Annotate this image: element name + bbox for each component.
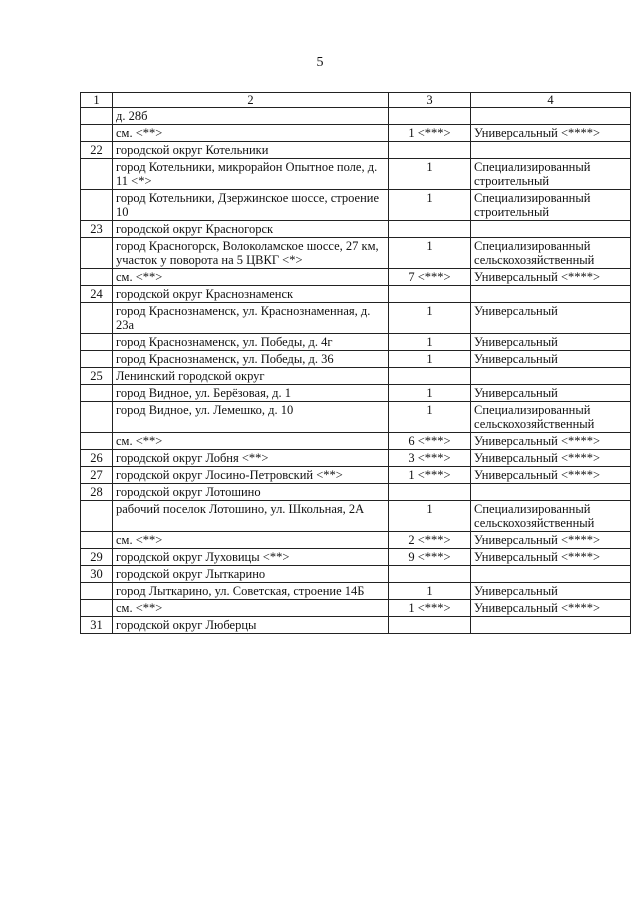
row-number — [81, 108, 113, 125]
row-number: 31 — [81, 617, 113, 634]
row-quantity: 1 — [389, 385, 471, 402]
row-location: городской округ Котельники — [113, 142, 389, 159]
header-col-2: 2 — [113, 93, 389, 108]
row-location: город Лыткарино, ул. Советская, строение 14Б — [113, 583, 389, 600]
row-location: городской округ Люберцы — [113, 617, 389, 634]
row-quantity — [389, 142, 471, 159]
row-location: город Краснознаменск, ул. Краснознаменная, д. 23а — [113, 303, 389, 334]
table-row — [81, 125, 631, 142]
row-location: см. <**> — [113, 269, 389, 286]
table-row — [81, 108, 631, 125]
row-market-type — [471, 368, 631, 385]
table-row — [81, 566, 631, 583]
row-number: 26 — [81, 450, 113, 467]
row-location: городской округ Луховицы <**> — [113, 549, 389, 566]
row-number: 28 — [81, 484, 113, 501]
row-market-type: Универсальный <****> — [471, 532, 631, 549]
row-location: город Красногорск, Волоколамское шоссе, 27 км, участок у поворота на 5 ЦВКГ <*> — [113, 238, 389, 269]
row-number: 25 — [81, 368, 113, 385]
table-row — [81, 286, 631, 303]
table-row — [81, 402, 631, 433]
table-row — [81, 385, 631, 402]
table-row — [81, 450, 631, 467]
row-market-type: Универсальный — [471, 385, 631, 402]
table-row — [81, 303, 631, 334]
row-quantity: 7 <***> — [389, 269, 471, 286]
row-market-type: Универсальный <****> — [471, 125, 631, 142]
row-quantity: 1 — [389, 238, 471, 269]
row-market-type: Универсальный <****> — [471, 467, 631, 484]
row-number — [81, 303, 113, 334]
row-location: город Краснознаменск, ул. Победы, д. 36 — [113, 351, 389, 368]
table-row — [81, 269, 631, 286]
row-quantity: 1 — [389, 351, 471, 368]
row-location: городской округ Лосино-Петровский <**> — [113, 467, 389, 484]
row-market-type — [471, 108, 631, 125]
row-location: см. <**> — [113, 532, 389, 549]
row-market-type: Универсальный <****> — [471, 549, 631, 566]
row-quantity: 1 — [389, 402, 471, 433]
row-number — [81, 385, 113, 402]
row-quantity — [389, 484, 471, 501]
row-location: городской округ Лотошино — [113, 484, 389, 501]
row-quantity: 1 — [389, 190, 471, 221]
row-quantity: 1 — [389, 303, 471, 334]
row-number — [81, 402, 113, 433]
row-number — [81, 501, 113, 532]
row-location: см. <**> — [113, 600, 389, 617]
table-row — [81, 501, 631, 532]
row-market-type: Специализированный сельскохозяйственный — [471, 501, 631, 532]
row-market-type: Универсальный — [471, 351, 631, 368]
row-number — [81, 125, 113, 142]
table-row — [81, 617, 631, 634]
table-row — [81, 238, 631, 269]
row-market-type: Универсальный <****> — [471, 433, 631, 450]
row-number: 29 — [81, 549, 113, 566]
row-quantity: 1 — [389, 334, 471, 351]
row-market-type: Специализированный сельскохозяйственный — [471, 238, 631, 269]
row-quantity: 1 — [389, 159, 471, 190]
row-market-type: Специализированный строительный — [471, 190, 631, 221]
row-market-type: Специализированный сельскохозяйственный — [471, 402, 631, 433]
row-market-type: Универсальный <****> — [471, 269, 631, 286]
header-col-3: 3 — [389, 93, 471, 108]
row-quantity — [389, 108, 471, 125]
row-market-type: Универсальный — [471, 583, 631, 600]
header-row — [81, 93, 631, 108]
row-location: городской округ Лобня <**> — [113, 450, 389, 467]
row-location: городской округ Лыткарино — [113, 566, 389, 583]
row-market-type — [471, 142, 631, 159]
row-number — [81, 600, 113, 617]
row-quantity: 1 <***> — [389, 125, 471, 142]
row-market-type — [471, 617, 631, 634]
row-quantity — [389, 286, 471, 303]
table-row — [81, 368, 631, 385]
row-number: 22 — [81, 142, 113, 159]
table-row — [81, 334, 631, 351]
row-quantity: 1 — [389, 501, 471, 532]
row-number — [81, 433, 113, 450]
row-number — [81, 159, 113, 190]
row-quantity: 1 <***> — [389, 600, 471, 617]
row-quantity — [389, 617, 471, 634]
table-row — [81, 351, 631, 368]
row-location: см. <**> — [113, 125, 389, 142]
row-quantity: 1 <***> — [389, 467, 471, 484]
row-market-type — [471, 286, 631, 303]
row-number: 24 — [81, 286, 113, 303]
row-number — [81, 351, 113, 368]
table-row — [81, 467, 631, 484]
header-col-1: 1 — [81, 93, 113, 108]
page-number: 5 — [316, 55, 324, 70]
row-quantity: 3 <***> — [389, 450, 471, 467]
row-number — [81, 269, 113, 286]
row-number — [81, 190, 113, 221]
table-row — [81, 600, 631, 617]
markets-table — [80, 92, 631, 634]
table-row — [81, 159, 631, 190]
row-number — [81, 532, 113, 549]
row-market-type — [471, 484, 631, 501]
row-number — [81, 238, 113, 269]
row-location: город Видное, ул. Берёзовая, д. 1 — [113, 385, 389, 402]
row-quantity — [389, 221, 471, 238]
row-quantity: 9 <***> — [389, 549, 471, 566]
header-col-4: 4 — [471, 93, 631, 108]
row-location: см. <**> — [113, 433, 389, 450]
row-market-type: Универсальный <****> — [471, 450, 631, 467]
row-market-type: Универсальный — [471, 303, 631, 334]
table-row — [81, 532, 631, 549]
row-location: д. 28б — [113, 108, 389, 125]
table-row — [81, 142, 631, 159]
row-market-type: Универсальный — [471, 334, 631, 351]
row-quantity — [389, 566, 471, 583]
row-quantity — [389, 368, 471, 385]
table-row — [81, 190, 631, 221]
row-market-type: Универсальный <****> — [471, 600, 631, 617]
row-market-type — [471, 566, 631, 583]
row-location: городской округ Красногорск — [113, 221, 389, 238]
table-row — [81, 221, 631, 238]
row-market-type — [471, 221, 631, 238]
row-quantity: 1 — [389, 583, 471, 600]
table-row — [81, 433, 631, 450]
row-number — [81, 583, 113, 600]
row-number: 23 — [81, 221, 113, 238]
row-location: городской округ Краснознаменск — [113, 286, 389, 303]
row-quantity: 6 <***> — [389, 433, 471, 450]
row-number — [81, 334, 113, 351]
table-row — [81, 583, 631, 600]
row-location: город Видное, ул. Лемешко, д. 10 — [113, 402, 389, 433]
row-location: рабочий поселок Лотошино, ул. Школьная, 2А — [113, 501, 389, 532]
row-location: Ленинский городской округ — [113, 368, 389, 385]
row-location: город Краснознаменск, ул. Победы, д. 4г — [113, 334, 389, 351]
row-number: 30 — [81, 566, 113, 583]
row-number: 27 — [81, 467, 113, 484]
table-row — [81, 549, 631, 566]
row-location: город Котельники, микрорайон Опытное поле, д. 11 <*> — [113, 159, 389, 190]
row-market-type: Специализированный строительный — [471, 159, 631, 190]
row-location: город Котельники, Дзержинское шоссе, строение 10 — [113, 190, 389, 221]
row-quantity: 2 <***> — [389, 532, 471, 549]
table-row — [81, 484, 631, 501]
